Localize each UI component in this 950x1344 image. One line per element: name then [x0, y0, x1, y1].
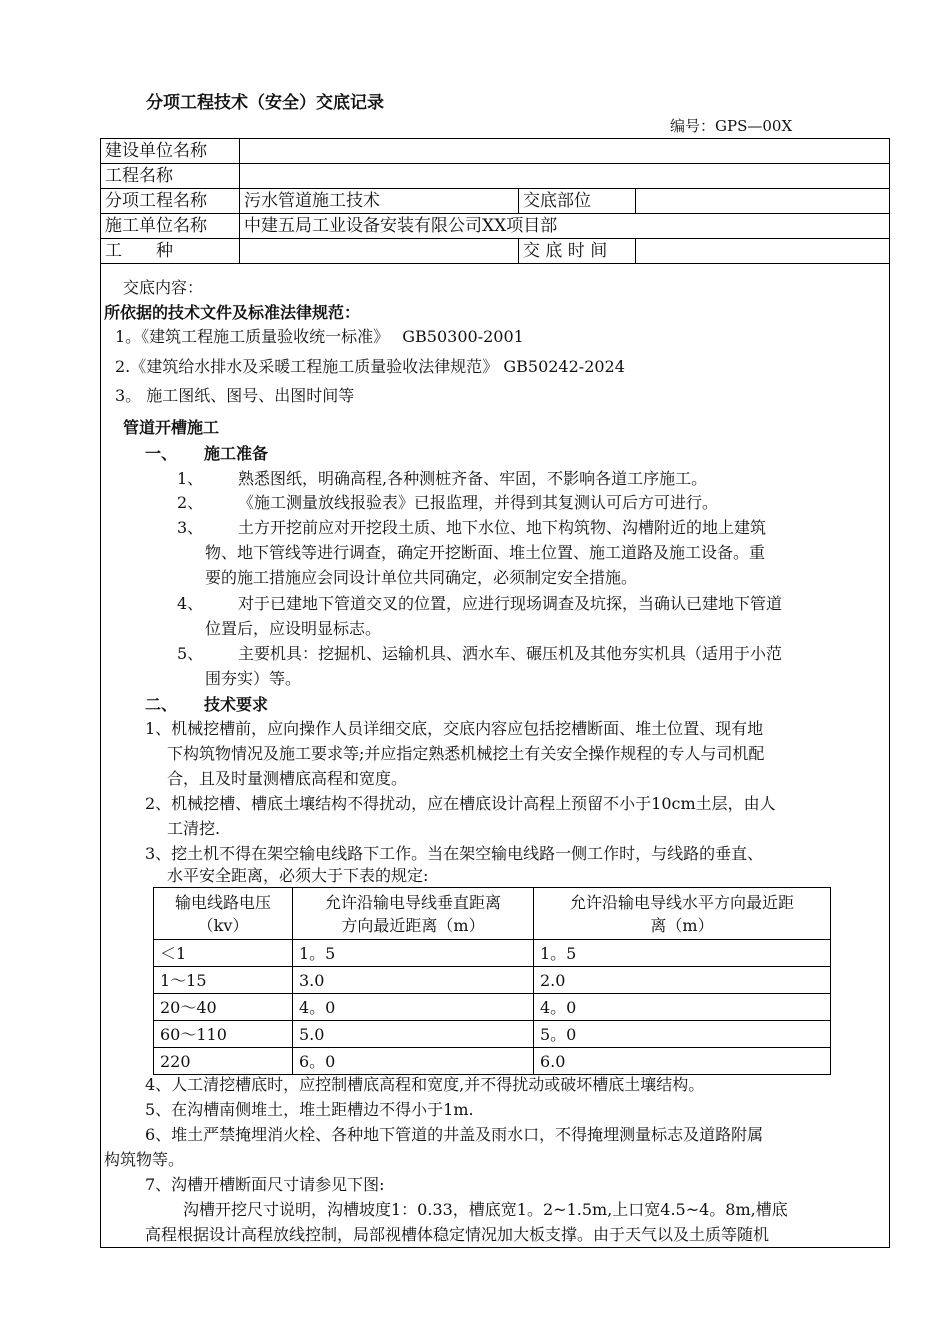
table-cell: 6。0	[293, 1048, 534, 1075]
page-title: 分项工程技术（安全）交底记录	[146, 93, 384, 113]
prep-item-line: 围夯实）等。	[205, 669, 302, 688]
table-cell: 4。0	[293, 994, 534, 1021]
tech-item-line: 3、挖土机不得在架空输电线路下工作。当在架空输电线路一侧工作时，与线路的垂直、	[145, 844, 764, 863]
header-line: 方向最近距离（m）	[341, 915, 485, 935]
after-item-line: 5、在沟槽南侧堆土，堆土距槽边不得小于1m.	[145, 1100, 474, 1119]
prep-item-line: 主要机具：挖掘机、运输机具、洒水车、碾压机及其他夯实机具（适用于小范	[238, 644, 783, 663]
label-disclosure-time: 交 底 时 间	[519, 239, 636, 264]
label-trade: 工 种	[101, 239, 240, 264]
table-cell: 2.0	[534, 967, 831, 994]
after-item-line: 7、沟槽开槽断面尺寸请参见下图:	[145, 1175, 385, 1194]
prep-item-line: 要的施工措施应会同设计单位共同确定，必须制定安全措施。	[205, 568, 638, 587]
tech-title: 技术要求	[204, 695, 269, 714]
tech-item-line: 1、机械挖槽前，应向操作人员详细交底，交底内容应包括挖槽断面、堆土位置、现有地	[145, 719, 764, 738]
basis-heading: 所依据的技术文件及标准法律规范：	[104, 303, 361, 322]
record-frame	[100, 138, 890, 1248]
table-row	[154, 967, 831, 994]
basis-item: 1。《建筑工程施工质量验收统一标准》 GB50300-2001	[115, 327, 524, 346]
prep-item-number: 3、	[177, 518, 204, 537]
table-cell: 20～40	[154, 994, 293, 1021]
info-table	[101, 139, 889, 264]
header-line: 允许沿输电导线水平方向最近距	[569, 892, 794, 912]
tech-item-line: 合，且及时量测槽底高程和宽度。	[167, 769, 408, 788]
document-number: 编号：GPS—00X	[670, 117, 793, 135]
table-cell: 60～110	[154, 1021, 293, 1048]
tech-item-line: 工清挖.	[167, 819, 221, 838]
prep-item-number: 2、	[177, 493, 204, 512]
prep-item-number: 5、	[177, 644, 204, 663]
prep-item-line: 位置后，应设明显标志。	[205, 619, 382, 638]
table-cell: 1～15	[154, 967, 293, 994]
value-disclosure-time[interactable]	[636, 239, 890, 264]
header-voltage	[154, 888, 293, 940]
table-header-row	[154, 888, 831, 940]
prep-item-line: 土方开挖前应对开挖段土质、地下水位、地下构筑物、沟槽附近的地上建筑	[238, 518, 767, 537]
table-row	[154, 1048, 831, 1075]
value-disclosure-part[interactable]	[636, 189, 890, 214]
label-construction-unit: 建设单位名称	[101, 139, 240, 164]
after-item-line: 6、堆土严禁掩埋消火栓、各种地下管道的井盖及雨水口，不得掩埋测量标志及道路附属	[145, 1125, 764, 1144]
after-item-line: 构筑物等。	[104, 1150, 185, 1169]
header-line: 输电线路电压	[174, 892, 271, 912]
basis-item: 2.《建筑给水排水及采暖工程施工质量验收法律规范》 GB50242-2024	[115, 357, 625, 376]
table-cell: 5。0	[534, 1021, 831, 1048]
prep-item-line: 对于已建地下管道交叉的位置，应进行现场调查及坑探，当确认已建地下管道	[238, 594, 783, 613]
header-line: 允许沿输电导线垂直距离	[324, 892, 501, 912]
value-sub-project[interactable]: 污水管道施工技术	[240, 189, 519, 214]
table-row	[154, 940, 831, 967]
basis-item: 3。 施工图纸、图号、出图时间等	[115, 386, 355, 405]
value-project-name[interactable]	[240, 164, 890, 189]
table-cell: ＜1	[154, 940, 293, 967]
tech-item-line: 下构筑物情况及施工要求等;并应指定熟悉机械挖土有关安全操作规程的专人与司机配	[167, 744, 765, 763]
table-row	[154, 994, 831, 1021]
header-line: 离（m）	[650, 915, 714, 935]
label-sub-project: 分项工程名称	[101, 189, 240, 214]
prep-item-number: 4、	[177, 594, 204, 613]
value-construction-unit[interactable]	[240, 139, 890, 164]
table-row	[154, 1021, 831, 1048]
final-line: 沟槽开挖尺寸说明，沟槽坡度1：0.33，槽底宽1。2~1.5m,上口宽4.5~4。8m,槽底	[183, 1200, 788, 1219]
label-contractor: 施工单位名称	[101, 214, 240, 239]
table-cell: 6.0	[534, 1048, 831, 1075]
table-cell: 3.0	[293, 967, 534, 994]
prep-item-line: 《施工测量放线报验表》已报监理，并得到其复测认可后方可进行。	[238, 493, 719, 512]
prep-item-line: 熟悉图纸，明确高程,各种测桩齐备、牢固，不影响各道工序施工。	[238, 469, 708, 488]
after-item-line: 4、人工清挖槽底时，应控制槽底高程和宽度,并不得扰动或破坏槽底土壤结构。	[145, 1075, 705, 1094]
final-line: 高程根据设计高程放线控制，局部视槽体稳定情况加大板支撑。由于天气以及土质等随机	[145, 1225, 770, 1244]
prep-number: 一、	[145, 444, 178, 463]
table-cell: 1。5	[534, 940, 831, 967]
table-cell: 1。5	[293, 940, 534, 967]
prep-title: 施工准备	[204, 444, 269, 463]
table-cell: 5.0	[293, 1021, 534, 1048]
value-contractor[interactable]: 中建五局工业设备安装有限公司XX项目部	[240, 214, 890, 239]
prep-item-line: 物、地下管线等进行调查，确定开挖断面、堆土位置、施工道路及施工设备。重	[205, 543, 766, 562]
prep-item-number: 1、	[177, 469, 204, 488]
tech-item-line: 水平安全距离，必须大于下表的规定:	[167, 866, 429, 885]
label-project-name: 工程名称	[101, 164, 240, 189]
header-line: （kv）	[197, 915, 249, 935]
table-cell: 4。0	[534, 994, 831, 1021]
safety-distance-table	[153, 887, 831, 1075]
tech-number: 二、	[145, 695, 178, 714]
header-vertical-distance	[293, 888, 534, 940]
content-intro: 交底内容：	[123, 278, 204, 297]
tech-item-line: 2、机械挖槽、槽底土壤结构不得扰动，应在槽底设计高程上预留不小于10cm土层，由人	[145, 794, 776, 813]
header-horizontal-distance	[534, 888, 831, 940]
section-title: 管道开槽施工	[123, 418, 220, 437]
table-cell: 220	[154, 1048, 293, 1075]
label-disclosure-part: 交底部位	[519, 189, 636, 214]
value-trade[interactable]	[240, 239, 519, 264]
